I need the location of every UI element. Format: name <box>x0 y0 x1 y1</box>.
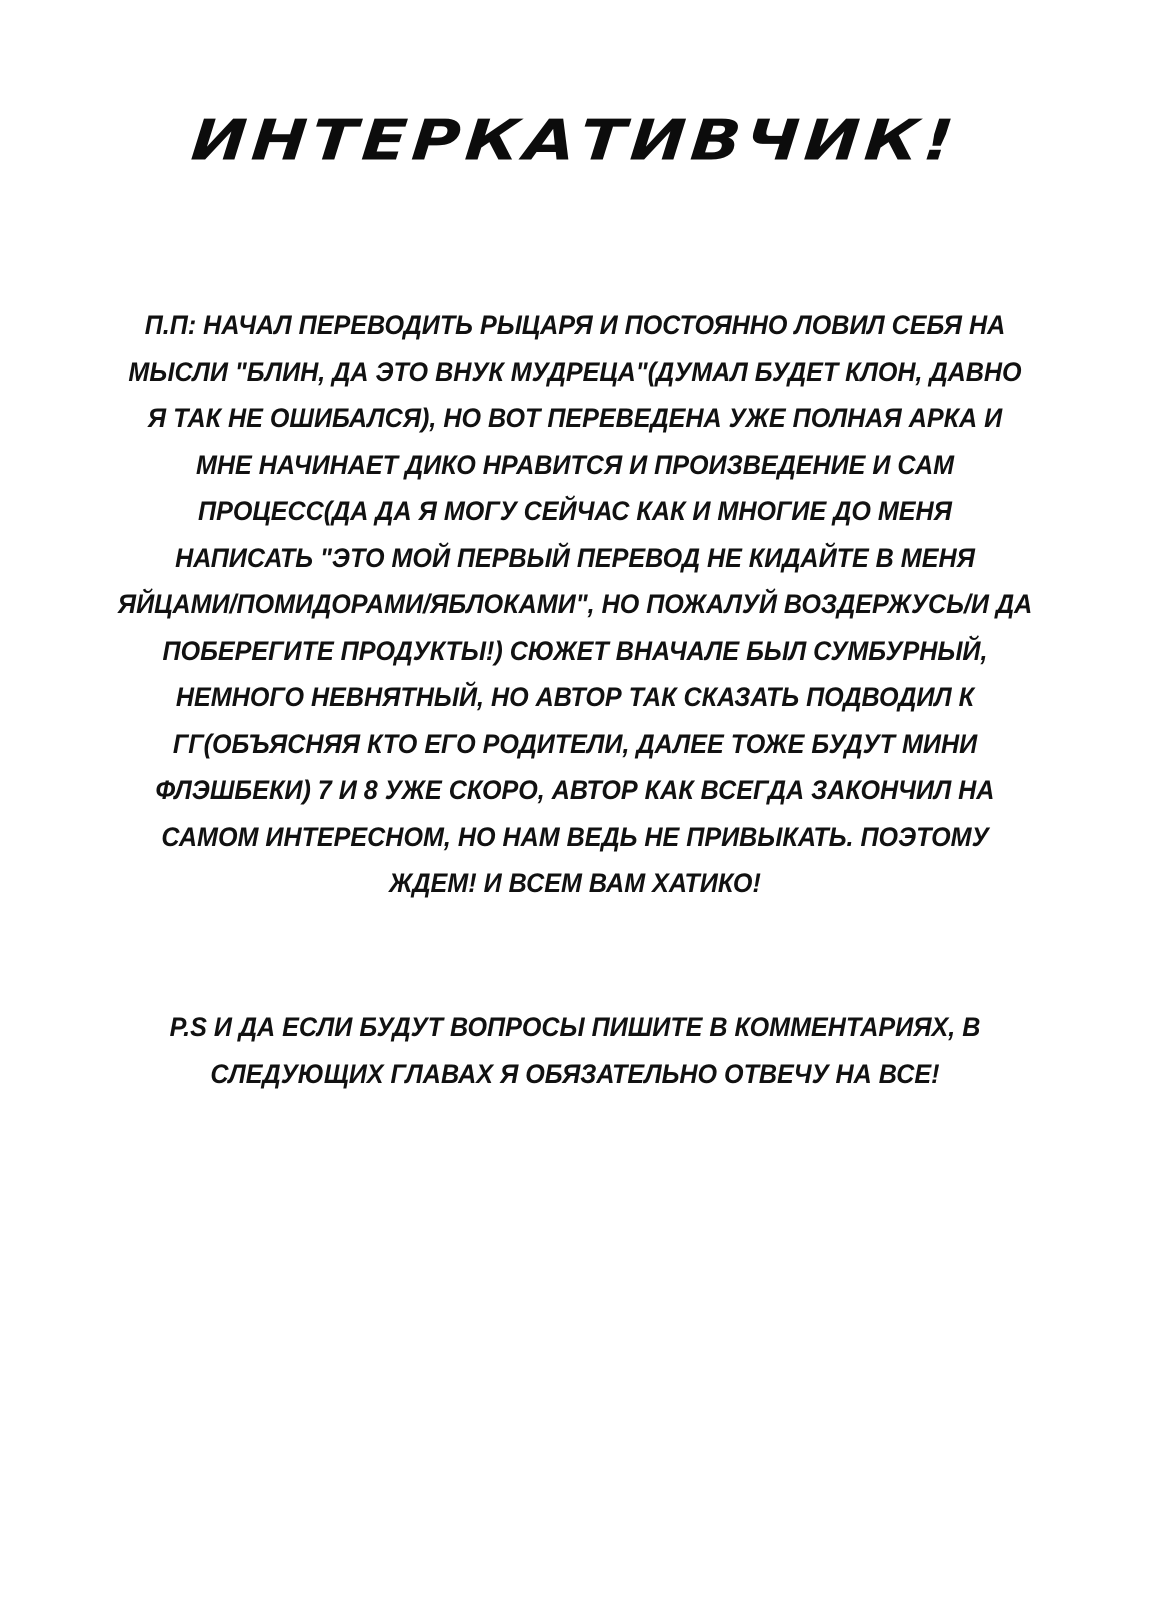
postscript-line: СЛЕДУЮЩИХ ГЛАВАХ Я ОБЯЗАТЕЛЬНО ОТВЕЧУ НА ВСЕ! <box>210 1058 940 1089</box>
translator-note-paragraph <box>50 302 1100 907</box>
note-line: ГГ(ОБЪЯСНЯЯ КТО ЕГО РОДИТЕЛИ, ДАЛЕЕ ТОЖЕ БУДУТ МИНИ <box>172 728 978 759</box>
postscript-paragraph <box>50 1004 1100 1097</box>
note-line: ЯЙЦАМИ/ПОМИДОРАМИ/ЯБЛОКАМИ", НО ПОЖАЛУЙ ВОЗДЕРЖУСЬ/И ДА <box>117 589 1033 619</box>
note-line: НЕМНОГО НЕВНЯТНЫЙ, НО АВТОР ТАК СКАЗАТЬ ПОДВОДИЛ К <box>175 682 975 712</box>
note-line: ПРОЦЕСС(ДА ДА Я МОГУ СЕЙЧАС КАК И МНОГИЕ ДО МЕНЯ <box>198 496 952 526</box>
note-line: ФЛЭШБЕКИ) 7 И 8 УЖЕ СКОРО, АВТОР КАК ВСЕГДА ЗАКОНЧИЛ НА <box>155 775 995 805</box>
note-line: САМОМ ИНТЕРЕСНОМ, НО НАМ ВЕДЬ НЕ ПРИВЫКАТЬ. ПОЭТОМУ <box>161 821 989 852</box>
note-line: Я ТАК НЕ ОШИБАЛСЯ), НО ВОТ ПЕРЕВЕДЕНА УЖЕ ПОЛНАЯ АРКА И <box>147 403 1003 433</box>
note-line: МЫСЛИ "БЛИН, ДА ЭТО ВНУК МУДРЕЦА"(ДУМАЛ БУДЕТ КЛОН, ДАВНО <box>128 356 1022 387</box>
note-line: МНЕ НАЧИНАЕТ ДИКО НРАВИТСЯ И ПРОИЗВЕДЕНИЕ И САМ <box>195 449 955 480</box>
page-title: ИНТЕРКАТИВЧИК! <box>188 107 962 174</box>
note-line: НАПИСАТЬ "ЭТО МОЙ ПЕРВЫЙ ПЕРЕВОД НЕ КИДАЙТЕ В МЕНЯ <box>175 542 975 573</box>
note-line: П.П: НАЧАЛ ПЕРЕВОДИТЬ РЫЦАРЯ И ПОСТОЯННО ЛОВИЛ СЕБЯ НА <box>144 310 1006 340</box>
note-line: ЖДЕМ! И ВСЕМ ВАМ ХАТИКО! <box>389 868 761 898</box>
postscript-line: P.S И ДА ЕСЛИ БУДУТ ВОПРОСЫ ПИШИТЕ В КОММЕНТАРИЯХ, В <box>169 1012 981 1042</box>
note-line: ПОБЕРЕГИТЕ ПРОДУКТЫ!) СЮЖЕТ ВНАЧАЛЕ БЫЛ СУМБУРНЫЙ, <box>162 635 988 666</box>
